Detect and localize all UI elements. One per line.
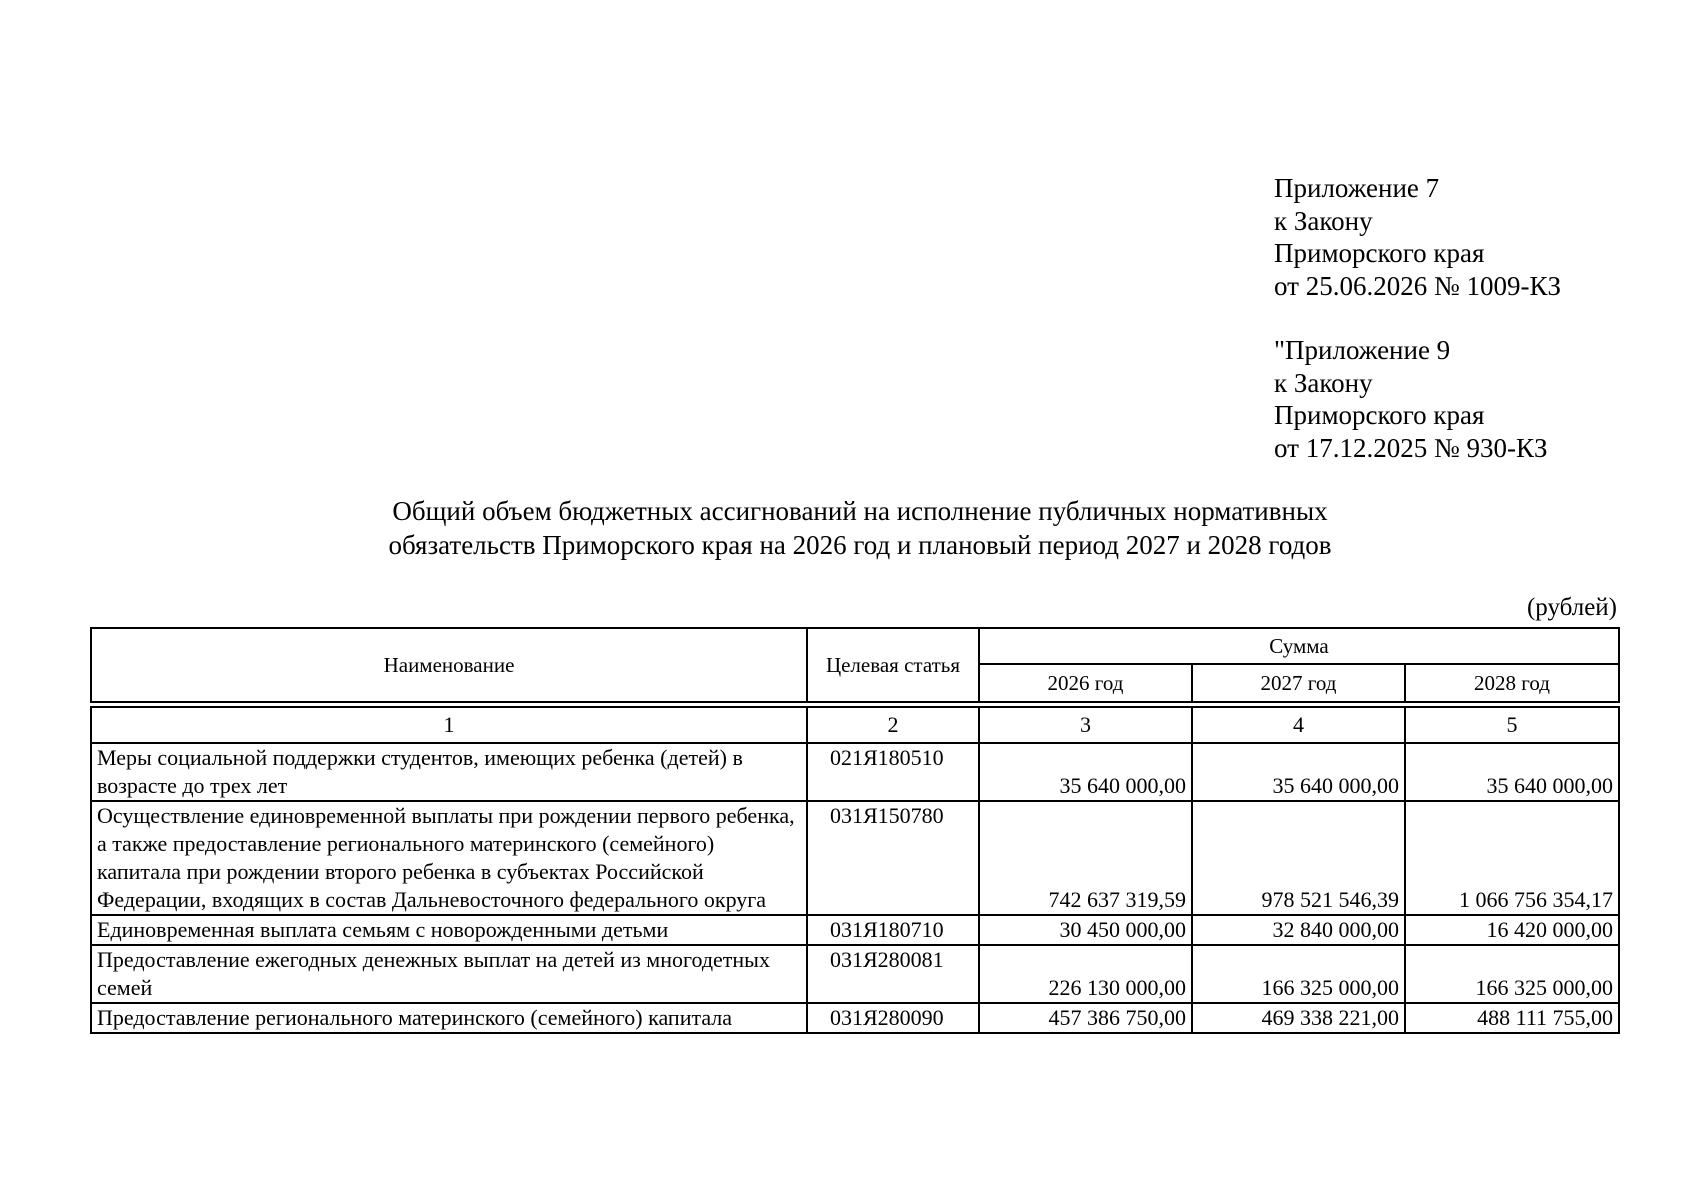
header-code: Целевая статья [807,628,979,702]
appendix-9-line: "Приложение 9 [1274,335,1451,365]
column-number: 5 [1405,707,1619,743]
row-amount-2027: 32 840 000,00 [1192,915,1405,945]
document-title [200,494,1520,562]
row-name: Меры социальной поддержки студентов, имеющих ребенка (детей) в возрасте до трех лет [91,743,807,801]
header-name: Наименование [91,628,807,702]
appendix-9-line: от 17.12.2025 № 930-КЗ [1274,432,1548,463]
row-code: 021Я180510 [807,743,979,801]
row-code: 031Я180710 [807,915,979,945]
row-amount-2026: 30 450 000,00 [979,915,1192,945]
appendix-7-line: Приморского края [1274,238,1485,268]
header-year-2028: 2028 год [1405,664,1619,702]
table-row [91,1003,1619,1033]
column-numbers-row [91,707,1619,743]
table-row [91,945,1619,1003]
appendix-7-line: к Закону [1274,205,1373,236]
row-code: 031Я280090 [807,1003,979,1033]
column-number: 4 [1192,707,1405,743]
header-year-2026: 2026 год [979,664,1192,702]
document-title-line-2: обязательств Приморского края на 2026 год и плановый период 2027 и 2028 годов [388,530,1332,560]
appendix-9-line: к Закону [1274,367,1373,398]
row-name: Единовременная выплата семьям с новорожденными детьми [91,915,807,945]
table-row [91,743,1619,801]
header-year-2027: 2027 год [1192,664,1405,702]
row-name: Осуществление единовременной выплаты при рождении первого ребенка, а также предоставление регионального материнского (семейного) капитала при рождении второго ребенка в субъектах Российской Федерации, входящих в состав Дальневосточного федерального округа [91,801,807,915]
appendix-9-header [1274,334,1547,464]
row-amount-2028: 35 640 000,00 [1405,743,1619,801]
row-amount-2027: 35 640 000,00 [1192,743,1405,801]
appendix-9-line: Приморского края [1274,400,1485,430]
row-code: 031Я280081 [807,945,979,1003]
row-name: Предоставление ежегодных денежных выплат на детей из многодетных семей [91,945,807,1003]
budget-table [90,627,1620,1034]
units-label: (рублей) [1526,594,1617,621]
table-row [91,801,1619,915]
row-name: Предоставление регионального материнского (семейного) капитала [91,1003,807,1033]
column-number: 2 [807,707,979,743]
row-amount-2028: 166 325 000,00 [1405,945,1619,1003]
row-amount-2026: 226 130 000,00 [979,945,1192,1003]
document-title-line-1: Общий объем бюджетных ассигнований на исполнение публичных нормативных [392,496,1328,526]
row-amount-2026: 457 386 750,00 [979,1003,1192,1033]
row-amount-2026: 742 637 319,59 [979,801,1192,915]
appendix-7-header [1274,172,1561,302]
header-row [91,628,1619,664]
row-amount-2028: 1 066 756 354,17 [1405,801,1619,915]
row-amount-2027: 166 325 000,00 [1192,945,1405,1003]
appendix-7-line: Приложение 7 [1274,173,1440,203]
row-amount-2028: 488 111 755,00 [1405,1003,1619,1033]
row-amount-2027: 469 338 221,00 [1192,1003,1405,1033]
column-number: 1 [91,707,807,743]
row-code: 031Я150780 [807,801,979,915]
row-amount-2026: 35 640 000,00 [979,743,1192,801]
header-sum: Сумма [979,628,1619,664]
appendix-7-line: от 25.06.2026 № 1009-КЗ [1274,270,1561,301]
row-amount-2028: 16 420 000,00 [1405,915,1619,945]
row-amount-2027: 978 521 546,39 [1192,801,1405,915]
table-row [91,915,1619,945]
column-number: 3 [979,707,1192,743]
